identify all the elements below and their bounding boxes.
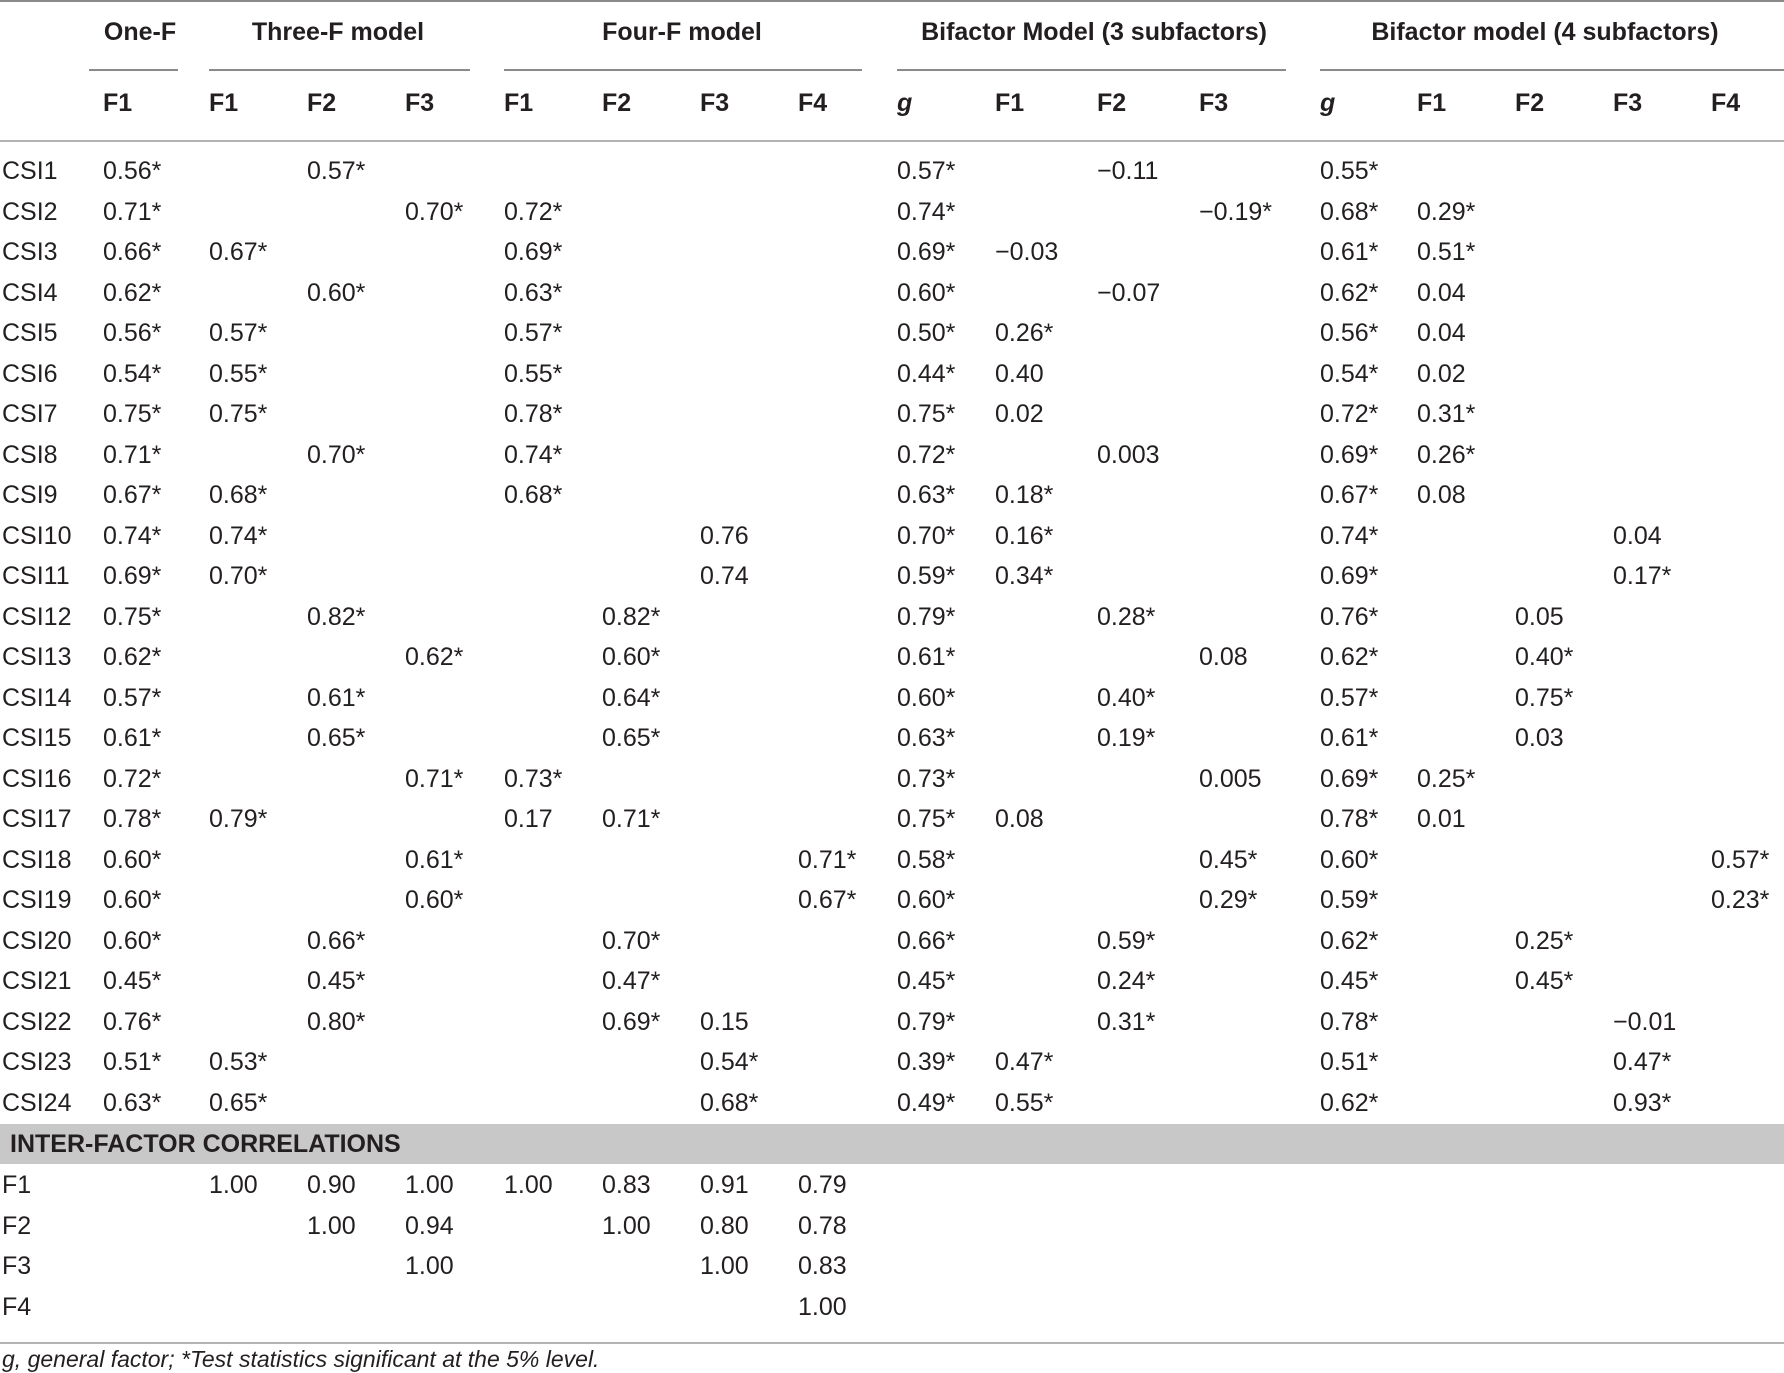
table-cell: 0.54* (700, 1048, 759, 1076)
table-cell: 0.74* (209, 522, 268, 550)
table-cell: 0.78* (1320, 1008, 1379, 1036)
corr-cell: 0.80 (700, 1212, 749, 1240)
table-cell: 0.74* (1320, 522, 1379, 550)
row-label: CSI21 (2, 967, 72, 995)
table-cell: 0.79* (897, 603, 956, 631)
table-cell: 0.76* (1320, 603, 1379, 631)
table-cell: 0.69* (103, 562, 162, 590)
row-label: CSI10 (2, 522, 72, 550)
table-cell: 0.64* (602, 684, 661, 712)
group-underline (89, 69, 178, 71)
table-cell: 0.66* (897, 927, 956, 955)
table-cell: 0.57* (307, 157, 366, 185)
row-label: CSI1 (2, 157, 58, 185)
table-cell: 0.62* (1320, 1089, 1379, 1117)
table-cell: 0.67* (1320, 481, 1379, 509)
table-cell: 0.62* (103, 279, 162, 307)
table-cell: 0.70* (897, 522, 956, 550)
corr-cell: 1.00 (798, 1293, 847, 1321)
table-cell: 0.61* (405, 846, 464, 874)
table-cell: 0.71* (798, 846, 857, 874)
table-cell: 0.08 (1417, 481, 1466, 509)
table-cell: −0.01 (1613, 1008, 1677, 1036)
corr-cell: 0.94 (405, 1212, 454, 1240)
table-cell: 0.75* (897, 400, 956, 428)
table-cell: 0.74* (897, 198, 956, 226)
table-cell: 0.63* (897, 481, 956, 509)
table-cell: 0.29* (1199, 886, 1258, 914)
table-cell: 0.63* (103, 1089, 162, 1117)
table-cell: 0.66* (103, 238, 162, 266)
table-cell: 0.57* (1320, 684, 1379, 712)
table-cell: 0.24* (1097, 967, 1156, 995)
table-cell: 0.72* (1320, 400, 1379, 428)
table-cell: 0.65* (209, 1089, 268, 1117)
table-cell: 0.25* (1417, 765, 1476, 793)
table-cell: 0.65* (602, 724, 661, 752)
table-cell: 0.45* (897, 967, 956, 995)
bottom-rule (0, 1342, 1784, 1344)
group-header: Bifactor Model (3 subfactors) (921, 18, 1267, 46)
table-cell: 0.23* (1711, 886, 1770, 914)
table-cell: 0.71* (103, 198, 162, 226)
table-cell: 0.63* (504, 279, 563, 307)
corr-cell: 0.78 (798, 1212, 847, 1240)
table-cell: 0.71* (103, 441, 162, 469)
group-header: Three-F model (251, 18, 425, 46)
corr-row-label: F2 (2, 1212, 32, 1240)
table-cell: 0.19* (1097, 724, 1156, 752)
table-cell: 0.62* (1320, 643, 1379, 671)
row-label: CSI22 (2, 1008, 72, 1036)
table-cell: 0.51* (1320, 1048, 1379, 1076)
table-cell: 0.61* (1320, 238, 1379, 266)
table-cell: 0.04 (1417, 279, 1466, 307)
table-cell: 0.51* (1417, 238, 1476, 266)
table-cell: 0.60* (103, 846, 162, 874)
table-cell: 0.57* (103, 684, 162, 712)
table-cell: −0.19* (1199, 198, 1272, 226)
table-cell: 0.34* (995, 562, 1054, 590)
table-cell: 0.68* (209, 481, 268, 509)
table-cell: 0.59* (897, 562, 956, 590)
table-cell: 0.60* (103, 886, 162, 914)
row-label: CSI18 (2, 846, 72, 874)
row-label: CSI5 (2, 319, 58, 347)
table-cell: 0.61* (897, 643, 956, 671)
table-cell: 0.51* (103, 1048, 162, 1076)
row-label: CSI4 (2, 279, 58, 307)
header-rule (0, 140, 1784, 142)
table-cell: −0.11 (1097, 157, 1159, 185)
table-cell: 0.78* (504, 400, 563, 428)
corr-cell: 0.83 (602, 1171, 651, 1199)
table-cell: 0.02 (995, 400, 1044, 428)
table-cell: 0.25* (1515, 927, 1574, 955)
table-cell: 0.57* (209, 319, 268, 347)
row-label: CSI19 (2, 886, 72, 914)
table-cell: 0.69* (897, 238, 956, 266)
group-header: Bifactor model (4 subfactors) (1371, 18, 1719, 46)
table-cell: 0.61* (1320, 724, 1379, 752)
table-cell: 0.59* (1097, 927, 1156, 955)
table-cell: 0.50* (897, 319, 956, 347)
table-cell: 0.08 (995, 805, 1044, 833)
table-cell: 0.17 (504, 805, 553, 833)
table-cell: 0.69* (1320, 441, 1379, 469)
row-label: CSI17 (2, 805, 72, 833)
table-cell: 0.65* (307, 724, 366, 752)
corr-cell: 1.00 (405, 1252, 454, 1280)
corr-cell: 0.91 (700, 1171, 749, 1199)
footnote: g, general factor; *Test statistics significant at the 5% level. (2, 1346, 600, 1372)
table-cell: 0.75* (103, 603, 162, 631)
table-cell: 0.75* (1515, 684, 1574, 712)
table-cell: 0.60* (602, 643, 661, 671)
table-cell: 0.29* (1417, 198, 1476, 226)
table-top-rule (0, 0, 1784, 2)
group-underline (1320, 69, 1784, 71)
table-cell: 0.003 (1097, 441, 1160, 469)
table-cell: 0.44* (897, 360, 956, 388)
table-cell: 0.62* (1320, 279, 1379, 307)
group-underline (897, 69, 1286, 71)
table-cell: 0.40* (1097, 684, 1156, 712)
table-cell: 0.01 (1417, 805, 1466, 833)
table-cell: 0.79* (897, 1008, 956, 1036)
table-cell: 0.66* (307, 927, 366, 955)
table-cell: 0.67* (209, 238, 268, 266)
table-cell: 0.74* (103, 522, 162, 550)
table-cell: 0.45* (307, 967, 366, 995)
column-header: F1 (504, 89, 534, 117)
table-cell: 0.56* (103, 319, 162, 347)
table-cell: 0.55* (209, 360, 268, 388)
corr-cell: 1.00 (602, 1212, 651, 1240)
group-header: Four-F model (602, 18, 762, 46)
row-label: CSI16 (2, 765, 72, 793)
column-header: F3 (1613, 89, 1643, 117)
table-cell: 0.70* (209, 562, 268, 590)
table-cell: 0.61* (103, 724, 162, 752)
row-label: CSI12 (2, 603, 72, 631)
table-cell: 0.49* (897, 1089, 956, 1117)
table-cell: 0.40 (995, 360, 1044, 388)
section-title: INTER-FACTOR CORRELATIONS (10, 1130, 401, 1158)
column-header: F1 (995, 89, 1025, 117)
table-cell: 0.55* (504, 360, 563, 388)
corr-cell: 1.00 (307, 1212, 356, 1240)
table-cell: 0.68* (1320, 198, 1379, 226)
corr-cell: 1.00 (209, 1171, 258, 1199)
group-underline (504, 69, 862, 71)
row-label: CSI9 (2, 481, 58, 509)
table-cell: 0.45* (1320, 967, 1379, 995)
table-cell: 0.05 (1515, 603, 1564, 631)
table-cell: 0.60* (897, 684, 956, 712)
table-cell: 0.56* (103, 157, 162, 185)
table-cell: 0.31* (1417, 400, 1476, 428)
row-label: CSI11 (2, 562, 70, 590)
table-cell: 0.80* (307, 1008, 366, 1036)
group-underline (209, 69, 470, 71)
table-cell: 0.73* (504, 765, 563, 793)
table-cell: 0.03 (1515, 724, 1564, 752)
table-cell: 0.72* (504, 198, 563, 226)
column-header: F4 (798, 89, 828, 117)
table-cell: 0.75* (103, 400, 162, 428)
table-cell: 0.45* (1199, 846, 1258, 874)
table-cell: 0.67* (798, 886, 857, 914)
table-cell: −0.07 (1097, 279, 1161, 307)
row-label: CSI2 (2, 198, 58, 226)
corr-row-label: F3 (2, 1252, 32, 1280)
table-cell: 0.70* (307, 441, 366, 469)
table-cell: 0.47* (995, 1048, 1054, 1076)
corr-cell: 0.79 (798, 1171, 847, 1199)
table-cell: 0.68* (700, 1089, 759, 1117)
table-cell: 0.68* (504, 481, 563, 509)
table-cell: 0.55* (1320, 157, 1379, 185)
row-label: CSI13 (2, 643, 72, 671)
row-label: CSI15 (2, 724, 72, 752)
row-label: CSI7 (2, 400, 58, 428)
table-cell: 0.08 (1199, 643, 1248, 671)
table-cell: 0.28* (1097, 603, 1156, 631)
column-header: F1 (209, 89, 239, 117)
column-header: g (897, 89, 913, 117)
table-cell: 0.71* (602, 805, 661, 833)
table-cell: 0.78* (103, 805, 162, 833)
column-header: F2 (1515, 89, 1545, 117)
column-header: F3 (405, 89, 435, 117)
table-cell: 0.93* (1613, 1089, 1672, 1117)
table-cell: 0.70* (602, 927, 661, 955)
table-cell: 0.75* (209, 400, 268, 428)
table-cell: 0.31* (1097, 1008, 1156, 1036)
table-cell: 0.70* (405, 198, 464, 226)
table-cell: 0.47* (1613, 1048, 1672, 1076)
table-cell: 0.62* (103, 643, 162, 671)
table-cell: 0.60* (103, 927, 162, 955)
table-cell: 0.67* (103, 481, 162, 509)
corr-row-label: F1 (2, 1171, 32, 1199)
table-cell: 0.58* (897, 846, 956, 874)
row-label: CSI14 (2, 684, 72, 712)
table-cell: 0.82* (307, 603, 366, 631)
table-cell: 0.17* (1613, 562, 1672, 590)
table-cell: 0.57* (897, 157, 956, 185)
table-cell: 0.47* (602, 967, 661, 995)
table-cell: 0.69* (1320, 765, 1379, 793)
table-cell: 0.60* (897, 886, 956, 914)
table-cell: 0.60* (405, 886, 464, 914)
table-cell: 0.78* (1320, 805, 1379, 833)
row-label: CSI20 (2, 927, 72, 955)
table-cell: 0.69* (602, 1008, 661, 1036)
table-cell: 0.45* (1515, 967, 1574, 995)
table-cell: 0.75* (897, 805, 956, 833)
table-cell: 0.60* (897, 279, 956, 307)
column-header: g (1320, 89, 1336, 117)
table-cell: 0.82* (602, 603, 661, 631)
table-cell: 0.76 (700, 522, 749, 550)
column-header: F2 (1097, 89, 1127, 117)
table-cell: 0.79* (209, 805, 268, 833)
table-cell: 0.18* (995, 481, 1054, 509)
corr-cell: 1.00 (405, 1171, 454, 1199)
column-header: F3 (700, 89, 730, 117)
table-cell: 0.04 (1613, 522, 1662, 550)
table-cell: 0.69* (1320, 562, 1379, 590)
corr-cell: 1.00 (504, 1171, 553, 1199)
table-cell: 0.04 (1417, 319, 1466, 347)
row-label: CSI24 (2, 1089, 72, 1117)
table-cell: 0.39* (897, 1048, 956, 1076)
table-cell: 0.26* (1417, 441, 1476, 469)
row-label: CSI8 (2, 441, 58, 469)
column-header: F2 (602, 89, 632, 117)
row-label: CSI23 (2, 1048, 72, 1076)
group-header: One-F (103, 18, 177, 46)
table-cell: 0.73* (897, 765, 956, 793)
table-cell: 0.45* (103, 967, 162, 995)
table-cell: 0.54* (103, 360, 162, 388)
row-label: CSI6 (2, 360, 58, 388)
table-cell: 0.56* (1320, 319, 1379, 347)
table-cell: 0.69* (504, 238, 563, 266)
table-cell: 0.72* (897, 441, 956, 469)
table-cell: 0.02 (1417, 360, 1466, 388)
table-cell: 0.59* (1320, 886, 1379, 914)
table-cell: 0.74* (504, 441, 563, 469)
table-cell: 0.74 (700, 562, 749, 590)
table-cell: 0.15 (700, 1008, 749, 1036)
corr-row-label: F4 (2, 1293, 32, 1321)
table-cell: 0.62* (1320, 927, 1379, 955)
table-cell: 0.54* (1320, 360, 1379, 388)
row-label: CSI3 (2, 238, 58, 266)
table-cell: −0.03 (995, 238, 1059, 266)
table-cell: 0.57* (1711, 846, 1770, 874)
corr-cell: 1.00 (700, 1252, 749, 1280)
table-cell: 0.60* (307, 279, 366, 307)
column-header: F1 (103, 89, 133, 117)
table-cell: 0.62* (405, 643, 464, 671)
table-cell: 0.40* (1515, 643, 1574, 671)
table-cell: 0.26* (995, 319, 1054, 347)
column-header: F4 (1711, 89, 1741, 117)
column-header: F1 (1417, 89, 1447, 117)
table-cell: 0.76* (103, 1008, 162, 1036)
table-cell: 0.53* (209, 1048, 268, 1076)
corr-cell: 0.90 (307, 1171, 356, 1199)
table-cell: 0.63* (897, 724, 956, 752)
table-cell: 0.61* (307, 684, 366, 712)
table-cell: 0.72* (103, 765, 162, 793)
table-cell: 0.60* (1320, 846, 1379, 874)
column-header: F3 (1199, 89, 1229, 117)
table-cell: 0.57* (504, 319, 563, 347)
table-cell: 0.71* (405, 765, 464, 793)
column-header: F2 (307, 89, 337, 117)
table-cell: 0.55* (995, 1089, 1054, 1117)
table-cell: 0.005 (1199, 765, 1262, 793)
table-cell: 0.16* (995, 522, 1054, 550)
corr-cell: 0.83 (798, 1252, 847, 1280)
